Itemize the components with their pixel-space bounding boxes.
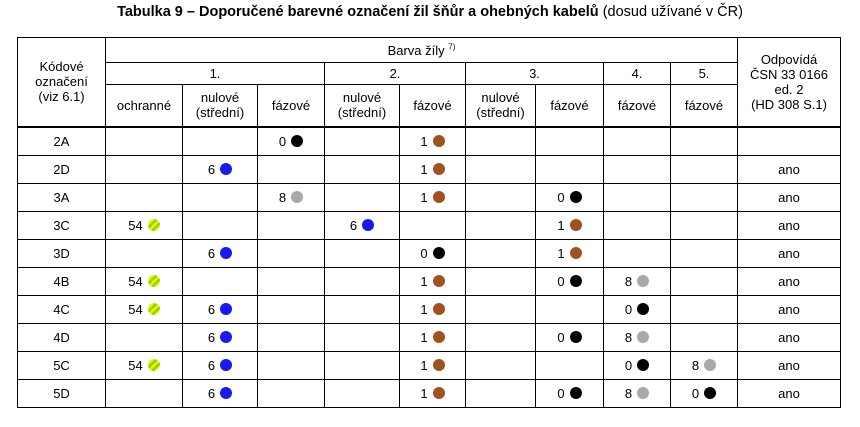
header-fazove-2: fázové: [400, 85, 466, 127]
table-row: [18, 127, 841, 156]
table-title-bold: Tabulka 9 – Doporučené barevné označení žil šňůr a ohebných kabelů: [117, 4, 599, 20]
wire-color-dot-brown: [433, 135, 445, 147]
cell-color: [400, 323, 466, 351]
wire-color-dot-black: [291, 135, 303, 147]
cell-csn: ano: [738, 351, 841, 379]
cell-color: [536, 379, 604, 407]
cell-color: [183, 379, 258, 407]
wire-color-dot-brown: [433, 275, 445, 287]
cell-color: [325, 155, 400, 183]
cell-color: [536, 267, 604, 295]
cell-color: [671, 351, 738, 379]
header-group-5: 5.: [671, 63, 738, 85]
table-row: [18, 351, 841, 379]
cell-color: [400, 351, 466, 379]
table-row: [18, 267, 841, 295]
cell-color: [400, 155, 466, 183]
cell-color: [466, 183, 536, 211]
cell-color: [258, 379, 325, 407]
color-number: 8: [691, 357, 700, 373]
cell-color: [400, 295, 466, 323]
header-group-1: 1.: [106, 63, 325, 85]
cell-color: [183, 239, 258, 267]
wire-color-dot-black: [570, 331, 582, 343]
table-row: [18, 295, 841, 323]
cell-code: 4D: [18, 323, 106, 351]
cell-color: [400, 239, 466, 267]
table-row: [18, 211, 841, 239]
cell-color: [671, 379, 738, 407]
color-number: 6: [207, 357, 216, 373]
color-number: 1: [420, 133, 428, 149]
color-number: 1: [420, 189, 428, 205]
cell-csn: ano: [738, 211, 841, 239]
color-number: 0: [278, 133, 287, 149]
wire-color-dot-stripe: [148, 275, 160, 287]
header-fazove-1: fázové: [258, 85, 325, 127]
color-number: 0: [691, 385, 700, 401]
cell-csn: ano: [738, 267, 841, 295]
cell-color: [466, 239, 536, 267]
color-number: 0: [557, 189, 565, 205]
cell-csn: ano: [738, 183, 841, 211]
cell-code: 5C: [18, 351, 106, 379]
cell-color: [325, 295, 400, 323]
cell-color: [183, 155, 258, 183]
color-number: 0: [557, 273, 565, 289]
wire-color-dot-stripe: [148, 219, 160, 231]
cell-color: [325, 127, 400, 156]
cell-color: [106, 155, 183, 183]
table-row: [18, 323, 841, 351]
header-fazove-5: fázové: [671, 85, 738, 127]
cell-code: 3A: [18, 183, 106, 211]
color-number: 1: [420, 385, 428, 401]
cell-color: [466, 211, 536, 239]
cell-color: [325, 351, 400, 379]
header-nulove-3: nulové (střední): [466, 85, 536, 127]
cell-color: [325, 211, 400, 239]
cell-csn: ano: [738, 295, 841, 323]
cell-csn: ano: [738, 239, 841, 267]
cell-color: [400, 379, 466, 407]
cell-code: 4C: [18, 295, 106, 323]
cell-color: [325, 379, 400, 407]
table-title-normal: (dosud užívané v ČR): [602, 4, 743, 20]
cell-color: [536, 211, 604, 239]
cell-color: [536, 183, 604, 211]
cell-color: [671, 183, 738, 211]
cell-color: [106, 239, 183, 267]
header-csn: Odpovídá ČSN 33 0166 ed. 2 (HD 308 S.1): [738, 38, 841, 127]
wire-color-dot-brown: [433, 331, 445, 343]
cell-color: [536, 127, 604, 156]
wire-color-dot-black: [637, 359, 649, 371]
color-number: 6: [207, 301, 216, 317]
wire-color-dot-brown: [433, 387, 445, 399]
color-number: 0: [557, 385, 565, 401]
cell-color: [604, 239, 671, 267]
cell-color: [183, 211, 258, 239]
cell-color: [400, 267, 466, 295]
cell-color: [258, 351, 325, 379]
table-row: [18, 379, 841, 407]
color-number: 0: [420, 245, 428, 261]
cell-color: [183, 183, 258, 211]
cell-color: [325, 323, 400, 351]
cell-color: [106, 295, 183, 323]
header-nulove-2: nulové (střední): [325, 85, 400, 127]
cell-color: [106, 351, 183, 379]
cell-color: [466, 351, 536, 379]
wire-color-dot-blue: [220, 331, 232, 343]
color-number: 1: [557, 245, 565, 261]
color-number: 1: [420, 161, 428, 177]
wire-color-dot-brown: [433, 163, 445, 175]
color-number: 0: [624, 357, 633, 373]
cell-color: [604, 183, 671, 211]
color-number: 1: [557, 217, 565, 233]
color-number: 6: [349, 217, 358, 233]
table-title: [0, 4, 860, 20]
cell-color: [325, 183, 400, 211]
color-number: 54: [128, 301, 143, 317]
cell-color: [604, 127, 671, 156]
wire-color-dot-black: [570, 191, 582, 203]
cell-color: [258, 295, 325, 323]
wire-color-dot-grey: [637, 331, 649, 343]
cell-color: [325, 239, 400, 267]
cell-color: [671, 127, 738, 156]
cell-color: [604, 211, 671, 239]
cell-color: [183, 267, 258, 295]
wire-color-dot-blue: [220, 387, 232, 399]
color-number: 8: [624, 273, 633, 289]
cell-color: [671, 155, 738, 183]
cell-color: [400, 211, 466, 239]
wire-color-dot-black: [433, 247, 445, 259]
color-number: 6: [207, 161, 216, 177]
color-number: 0: [624, 301, 633, 317]
cell-color: [604, 267, 671, 295]
wire-color-dot-grey: [637, 387, 649, 399]
cell-code: 2A: [18, 127, 106, 156]
cell-color: [325, 267, 400, 295]
header-group-4: 4.: [604, 63, 671, 85]
header-fazove-4: fázové: [604, 85, 671, 127]
color-number: 6: [207, 329, 216, 345]
cell-color: [183, 295, 258, 323]
color-number: 1: [420, 273, 428, 289]
color-number: 0: [557, 329, 565, 345]
header-ochranne: ochranné: [106, 85, 183, 127]
wire-color-dot-brown: [433, 303, 445, 315]
header-barva-ziły: Barva žíly $^{7)}$: [106, 38, 738, 63]
cell-color: [400, 127, 466, 156]
cell-color: [106, 183, 183, 211]
header-group-2: 2.: [325, 63, 466, 85]
cell-color: [536, 323, 604, 351]
cell-csn: ano: [738, 155, 841, 183]
color-number: 54: [128, 273, 143, 289]
wire-color-dot-grey: [637, 275, 649, 287]
cell-color: [671, 239, 738, 267]
cell-color: [536, 155, 604, 183]
header-group-3: 3.: [466, 63, 604, 85]
cell-color: [183, 323, 258, 351]
cell-color: [106, 211, 183, 239]
footnote-ref: 7): [448, 42, 456, 52]
cell-color: [106, 127, 183, 156]
wire-color-dot-stripe: [148, 303, 160, 315]
cell-color: [604, 323, 671, 351]
cell-color: [604, 351, 671, 379]
cell-color: [466, 295, 536, 323]
cell-color: [106, 267, 183, 295]
cell-csn: ano: [738, 323, 841, 351]
color-number: 1: [420, 301, 428, 317]
cell-color: [536, 239, 604, 267]
wire-color-dot-blue: [220, 303, 232, 315]
wire-color-dot-grey: [291, 191, 303, 203]
cell-color: [258, 183, 325, 211]
header-code-column: Kódové označení (viz 6.1): [18, 38, 106, 127]
cell-color: [466, 323, 536, 351]
color-number: 8: [624, 385, 633, 401]
cell-color: [671, 267, 738, 295]
wire-color-dot-black: [570, 275, 582, 287]
cell-color: [183, 351, 258, 379]
cell-color: [466, 127, 536, 156]
cell-color: [604, 295, 671, 323]
cell-code: 5D: [18, 379, 106, 407]
cell-color: [258, 127, 325, 156]
cell-code: 3D: [18, 239, 106, 267]
wire-color-dot-blue: [220, 247, 232, 259]
table-row: [18, 155, 841, 183]
color-number: 8: [278, 189, 287, 205]
cell-code: 3C: [18, 211, 106, 239]
wire-color-dot-brown: [433, 359, 445, 371]
color-number: 6: [207, 385, 216, 401]
wire-color-dot-blue: [220, 359, 232, 371]
color-number: 54: [128, 357, 143, 373]
cell-color: [183, 127, 258, 156]
table-row: [18, 183, 841, 211]
wire-color-dot-grey: [704, 359, 716, 371]
header-fazove-3: fázové: [536, 85, 604, 127]
cell-csn: ano: [738, 379, 841, 407]
cell-color: [258, 211, 325, 239]
wire-color-dot-black: [637, 303, 649, 315]
wire-color-dot-black: [570, 387, 582, 399]
cell-color: [604, 155, 671, 183]
cell-color: [106, 323, 183, 351]
color-number: 1: [420, 357, 428, 373]
color-code-table: [17, 37, 841, 408]
wire-color-dot-blue: [220, 163, 232, 175]
cell-color: [258, 267, 325, 295]
cell-color: [466, 155, 536, 183]
cell-color: [258, 323, 325, 351]
cell-color: [258, 239, 325, 267]
wire-color-dot-brown: [570, 219, 582, 231]
cell-csn: [738, 127, 841, 156]
cell-color: [536, 351, 604, 379]
color-number: 6: [207, 245, 216, 261]
cell-color: [604, 379, 671, 407]
color-number: 54: [128, 217, 143, 233]
wire-color-dot-blue: [362, 219, 374, 231]
cell-color: [671, 323, 738, 351]
cell-code: 2D: [18, 155, 106, 183]
cell-color: [466, 267, 536, 295]
cell-color: [106, 379, 183, 407]
cell-color: [671, 295, 738, 323]
cell-color: [536, 295, 604, 323]
wire-color-dot-black: [704, 387, 716, 399]
wire-color-dot-brown: [433, 191, 445, 203]
cell-color: [258, 155, 325, 183]
cell-code: 4B: [18, 267, 106, 295]
color-number: 8: [624, 329, 633, 345]
cell-color: [671, 211, 738, 239]
cell-color: [466, 379, 536, 407]
table-row: [18, 239, 841, 267]
wire-color-dot-brown: [570, 247, 582, 259]
wire-color-dot-stripe: [148, 359, 160, 371]
header-nulove-1: nulové (střední): [183, 85, 258, 127]
cell-color: [400, 183, 466, 211]
color-number: 1: [420, 329, 428, 345]
